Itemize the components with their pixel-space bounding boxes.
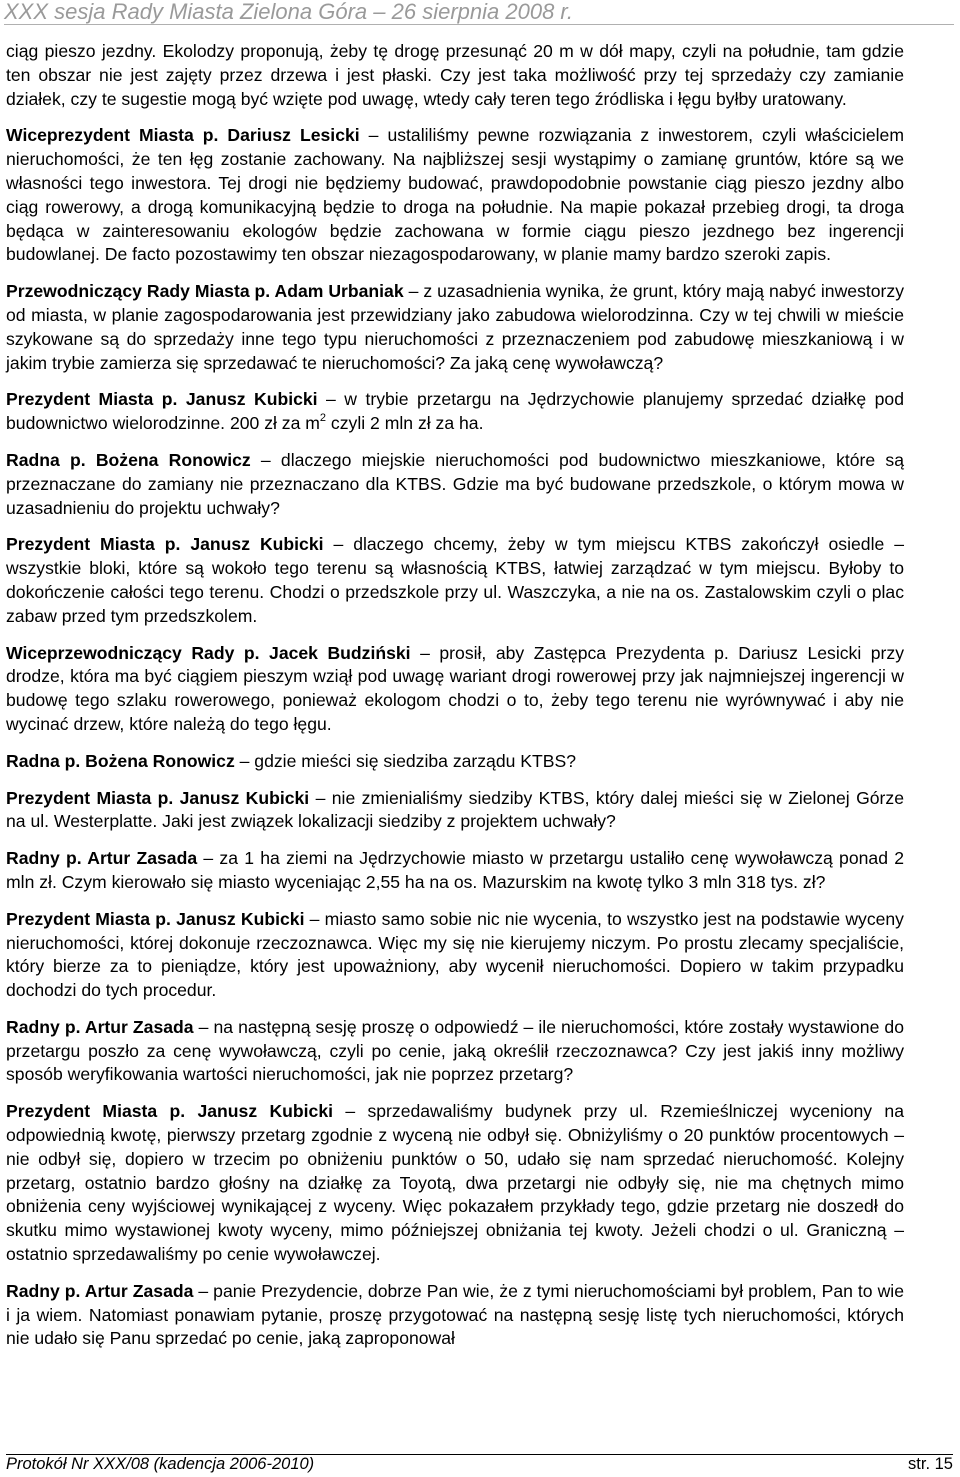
paragraph	[6, 280, 904, 375]
speaker-name: Prezydent Miasta p. Janusz Kubicki	[6, 908, 305, 929]
speaker-name: Radna p. Bożena Ronowicz	[6, 449, 251, 470]
paragraph-text: – na następną sesję proszę o odpowiedź – ile nieruchomości, które zostały wystawione do przetargu poszło za cenę wywoławczą, czyli po cenie, jaką określił rzeczoznawca? Czy jest jakiś inny możliwy sposób weryfikowania wartości nieruchomości, jak nie poprzez przetarg?	[6, 1016, 904, 1085]
speaker-name: Radny p. Artur Zasada	[6, 1016, 194, 1037]
paragraph	[6, 388, 904, 436]
speaker-name: Wiceprezydent Miasta p. Dariusz Lesicki	[6, 125, 360, 146]
paragraph-text: – sprzedawaliśmy budynek przy ul. Rzemieślniczej wyceniony na odpowiednią kwotę, pierwszy przetarg zgodnie z wyceną nie odbył się. Obniżyliśmy o 20 punktów procentowych – nie odbył się, dopiero w trzecim po obniżeniu punktów o 50, udało się nam sprzedać nieruchomość. Kolejny przetarg, ostatnio bardzo głośny na działkę za Toyotą, dwa przetargi nie odbyły się, nie ma chętnych mimo obniżenia ceny wyjściowej wynikającej z wyceny. Więc pokazałem przykłady tego, gdzie przetarg nie doszedł do skutku mimo wystawionej kwoty wyceny, mimo późniejszej obniżania tej kwoty. Jeżeli chodzi o ul. Graniczną – ostatnio sprzedawaliśmy po cenie wywoławczej.	[6, 1101, 904, 1265]
paragraph	[6, 533, 904, 628]
paragraph	[6, 787, 904, 835]
header-divider	[4, 24, 954, 25]
paragraph-text: ciąg pieszo jezdny. Ekolodzy proponują, żeby tę drogę przesunąć 20 m w dół mapy, czyli na południe, tam gdzie ten obszar nie jest zajęty przez drzewa i jest płaski. Czy jest taka możliwość przy tej sprzedaży czy zamianie działek, czy te sugestie mogą być wzięte pod uwagę, wtedy cały teren tego źródliska i łęgu byłby uratowany.	[6, 41, 904, 109]
paragraph-text: – ustaliliśmy pewne rozwiązania z inwestorem, czyli właścicielem nieruchomości, że ten łęg zostanie zachowany. Na najbliższej sesji wystąpimy o zamianę gruntów, które są we własności tego inwestora. Tej drogi nie będziemy budować, prawdopodobnie powstanie ciąg pieszo jezdny albo ciąg rowerowy, a drogą komunikacyjną będzie to droga na południe. Na mapie pokazał przebieg drogi, ta droga będąca w zainteresowaniu ekologów będzie zachowana w formie ciągu pieszo jezdnego bez ingerencji budowlanej. De facto pozostawimy ten obszar niezagospodarowany, w planie mamy bardzo szeroki zapis.	[6, 125, 904, 265]
paragraph	[6, 750, 904, 774]
superscript: 2	[319, 412, 327, 425]
speaker-name: Prezydent Miasta p. Janusz Kubicki	[6, 787, 310, 808]
speaker-name: Przewodniczący Rady Miasta p. Adam Urbaniak	[6, 281, 404, 302]
paragraph-text: – panie Prezydencie, dobrze Pan wie, że z tymi nieruchomościami był problem, Pan to wie i ja wiem. Natomiast ponawiam pytanie, proszę przygotować na następną sesję listę tych nieruchomości, których nie udało się Panu sprzedać po cenie, jaką zaproponował	[6, 1280, 904, 1349]
paragraph	[6, 642, 904, 737]
paragraph	[6, 449, 904, 520]
paragraph	[6, 1280, 904, 1351]
paragraph-text: – gdzie mieści się siedziba zarządu KTBS?	[234, 750, 577, 771]
speaker-name: Prezydent Miasta p. Janusz Kubicki	[6, 1101, 334, 1122]
paragraph	[6, 40, 904, 111]
paragraph-text: – dlaczego chcemy, żeby w tym miejscu KTBS zakończył osiedle – wszystkie bloki, które są wokoło tego terenu są własnością KTBS, łatwiej zarządzać w tym miejscu. Byłoby to dokończenie całości tego terenu. Chodzi o przedszkole przy ul. Waszczyka, a nie na os. Zastalowskim czyli o plac zabaw przed tym przedszkolem.	[6, 534, 904, 626]
speaker-name: Radny p. Artur Zasada	[6, 1280, 194, 1301]
paragraph	[6, 124, 904, 267]
speaker-name: Prezydent Miasta p. Janusz Kubicki	[6, 534, 324, 555]
paragraph	[6, 847, 904, 895]
document-title: XXX sesja Rady Miasta Zielona Góra – 26 sierpnia 2008 r.	[4, 0, 574, 24]
speaker-name: Prezydent Miasta p. Janusz Kubicki	[6, 389, 318, 410]
paragraph-text: – z uzasadnienia wynika, że grunt, który mają nabyć inwestorzy od miasta, w planie zagospodarowania jest przewidziany jako zabudowa wielorodzinna. Czy w tej chwili w mieście szykowane są do sprzedaży inne tego typu nieruchomości z przeznaczeniem pod zabudowę mieszkaniową i w jakim trybie zamierza się sprzedawać te nieruchomości? Za jaką cenę wywoławczą?	[6, 281, 904, 373]
page-header	[0, 0, 960, 26]
paragraph-text: czyli 2 mln zł za ha.	[326, 413, 484, 434]
speaker-name: Radny p. Artur Zasada	[6, 848, 198, 869]
paragraph-text: – miasto samo sobie nic nie wycenia, to wszystko jest na podstawie wyceny nieruchomości, której dokonuje rzeczoznawca. Więc my się nie kierujemy niczym. Po prostu zlecamy specjaliście, który bierze za to pieniądze, który jest upoważniony, aby wycenił nieruchomości. Dopiero w takim przypadku dochodzi do tych procedur.	[6, 908, 904, 1001]
paragraph-text: – za 1 ha ziemi na Jędrzychowie miasto w przetargu ustaliło cenę wywoławczą ponad 2 mln zł. Czym kierowało się miasto wyceniając 2,55 ha na os. Mazurskim na kwotę tylko 3 mln 318 tys. zł?	[6, 848, 905, 892]
paragraph	[6, 1100, 904, 1267]
paragraph-text: – w trybie przetargu na Jędrzychowie planujemy sprzedać działkę pod budownictwo wielorodzinne. 200 zł za m	[6, 389, 904, 434]
protocol-reference: Protokół Nr XXX/08 (kadencja 2006-2010)	[6, 1455, 315, 1473]
paragraph-text: – nie zmienialiśmy siedziby KTBS, który dalej mieści się w Zielonej Górze na ul. Westerplatte. Jaki jest związek lokalizacji siedziby z projektem uchwały?	[6, 787, 904, 832]
paragraph	[6, 908, 904, 1003]
document-body	[6, 40, 904, 1364]
speaker-name: Radna p. Bożena Ronowicz	[6, 750, 235, 771]
paragraph-text: – prosił, aby Zastępca Prezydenta p. Dariusz Lesicki przy drodze, która ma być ciągiem pieszym wziął pod uwagę wariant drogi rowerowej przy jak najmniejszej ingerencji w budowę tego szlaku rowerowego, ponieważ ekologom chodzi o to, żeby tego terenu nie wyrównywać i aby nie wycinać drzew, które należą do tego łęgu.	[6, 642, 904, 734]
speaker-name: Wiceprzewodniczący Rady p. Jacek Budziński	[6, 642, 411, 663]
page-footer	[6, 1454, 953, 1476]
paragraph-text: – dlaczego miejskie nieruchomości pod budownictwo mieszkaniowe, które są przeznaczane do zamiany nie przeznaczano dla KTBS. Gdzie ma być budowane przedszkole, o którym mowa w uzasadnieniu do projektu uchwały?	[6, 449, 904, 518]
page-number: str. 15	[908, 1455, 953, 1473]
paragraph	[6, 1016, 904, 1087]
